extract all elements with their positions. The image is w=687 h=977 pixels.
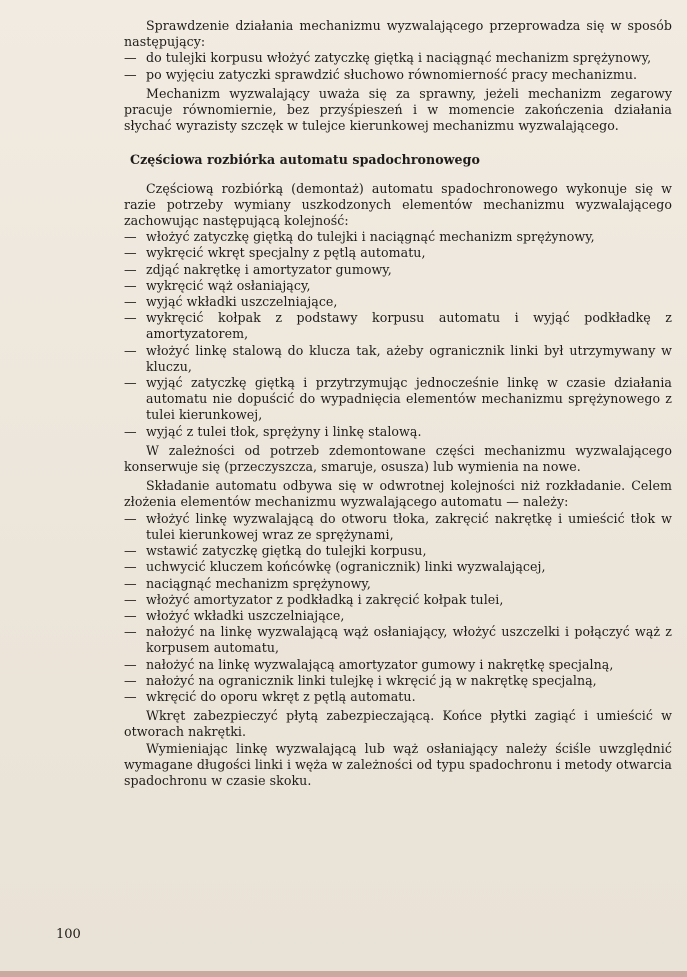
list-item: — po wyjęciu zatyczki sprawdzić słuchowo równomierność pracy mechanizmu. bbox=[124, 67, 672, 83]
intro-steps-list bbox=[124, 50, 672, 82]
page-bottom-edge bbox=[0, 971, 687, 977]
page-number: 100 bbox=[56, 927, 81, 942]
list-item: — włożyć zatyczkę giętką do tulejki i naciągnąć mechanizm sprężynowy, bbox=[124, 229, 672, 245]
list-item: — wykręcić wąż osłaniający, bbox=[124, 278, 672, 294]
list-item: — nałożyć na linkę wyzwalającą wąż osłaniający, włożyć uszczelki i połączyć wąż z korpusem automatu, bbox=[124, 624, 672, 656]
list-item: — do tulejki korpusu włożyć zatyczkę giętką i naciągnąć mechanizm sprężynowy, bbox=[124, 50, 672, 66]
list-item: — uchwycić kluczem końcówkę (ogranicznik) linki wyzwalającej, bbox=[124, 559, 672, 575]
list-item: — nałożyć na ogranicznik linki tulejkę i wkręcić ją w nakrętkę specjalną, bbox=[124, 673, 672, 689]
list-item: — wstawić zatyczkę giętką do tulejki korpusu, bbox=[124, 543, 672, 559]
list-item: — włożyć linkę stalową do klucza tak, ażeby ogranicznik linki był utrzymywany w kluczu, bbox=[124, 343, 672, 375]
list-item: — włożyć wkładki uszczelniające, bbox=[124, 608, 672, 624]
list-item: — wykręcić wkręt specjalny z pętlą automatu, bbox=[124, 245, 672, 261]
disassembly-steps-list bbox=[124, 229, 672, 440]
assembly-steps-list bbox=[124, 511, 672, 705]
list-item: — nałożyć na linkę wyzwalającą amortyzator gumowy i nakrętkę specjalną, bbox=[124, 657, 672, 673]
page-content bbox=[124, 18, 672, 789]
list-item: — wykręcić kołpak z podstawy korpusu automatu i wyjąć podkładkę z amortyzatorem, bbox=[124, 310, 672, 342]
list-item: — włożyć amortyzator z podkładką i zakręcić kołpak tulei, bbox=[124, 592, 672, 608]
final-note: Wymieniając linkę wyzwalającą lub wąż osłaniający należy ściśle uwzględnić wymagane długości linki i węża w zależności od typu spadochronu i metody otwarcia spadochronu w czasie skoku. bbox=[124, 740, 672, 788]
conservation-paragraph: W zależności od potrzeb zdemontowane części mechanizmu wyzwalającego konserwuje się (przeczyszcza, smaruje, osusza) lub wymienia na nowe. bbox=[124, 442, 672, 475]
screw-note: Wkręt zabezpieczyć płytą zabezpieczającą. Końce płytki zagiąć i umieścić w otworach nakrętki. bbox=[124, 708, 672, 740]
assembly-paragraph: Składanie automatu odbywa się w odwrotnej kolejności niż rozkładanie. Celem złożenia elementów mechanizmu wyzwalającego automatu — należy: bbox=[124, 478, 672, 510]
list-item: — wyjąć zatyczkę giętką i przytrzymując jednocześnie linkę w czasie działania automatu nie dopuścić do wypadnięcia elementów mechanizmu sprężynowego z tulei kierunkowej, bbox=[124, 375, 672, 424]
list-item: — wyjąć wkładki uszczelniające, bbox=[124, 294, 672, 310]
list-item: — wyjąć z tulei tłok, sprężyny i linkę stalową. bbox=[124, 424, 672, 440]
list-item: — włożyć linkę wyzwalającą do otworu tłoka, zakręcić nakrętkę i umieścić tłok w tulei kierunkowej wraz ze sprężynami, bbox=[124, 511, 672, 543]
intro-note: Mechanizm wyzwalający uważa się za sprawny, jeżeli mechanizm zegarowy pracuje równomiernie, bez przyśpieszeń i w momencie zakończenia działania słychać wyrazisty szczęk w tulejce kierunkowej mechanizmu wyzwalającego. bbox=[124, 85, 672, 134]
list-item: — zdjąć nakrętkę i amortyzator gumowy, bbox=[124, 262, 672, 278]
section-paragraph: Częściową rozbiórką (demontaż) automatu spadochronowego wykonuje się w razie potrzeby wymiany uszkodzonych elementów mechanizmu wyzwalającego zachowując następującą kolejność: bbox=[124, 180, 672, 229]
intro-paragraph: Sprawdzenie działania mechanizmu wyzwalającego przeprowadza się w sposób następujący: bbox=[124, 18, 672, 50]
list-item: — naciągnąć mechanizm sprężynowy, bbox=[124, 576, 672, 592]
section-heading: Częściowa rozbiórka automatu spadochronowego bbox=[130, 152, 480, 168]
list-item: — wkręcić do oporu wkręt z pętlą automatu. bbox=[124, 689, 672, 705]
